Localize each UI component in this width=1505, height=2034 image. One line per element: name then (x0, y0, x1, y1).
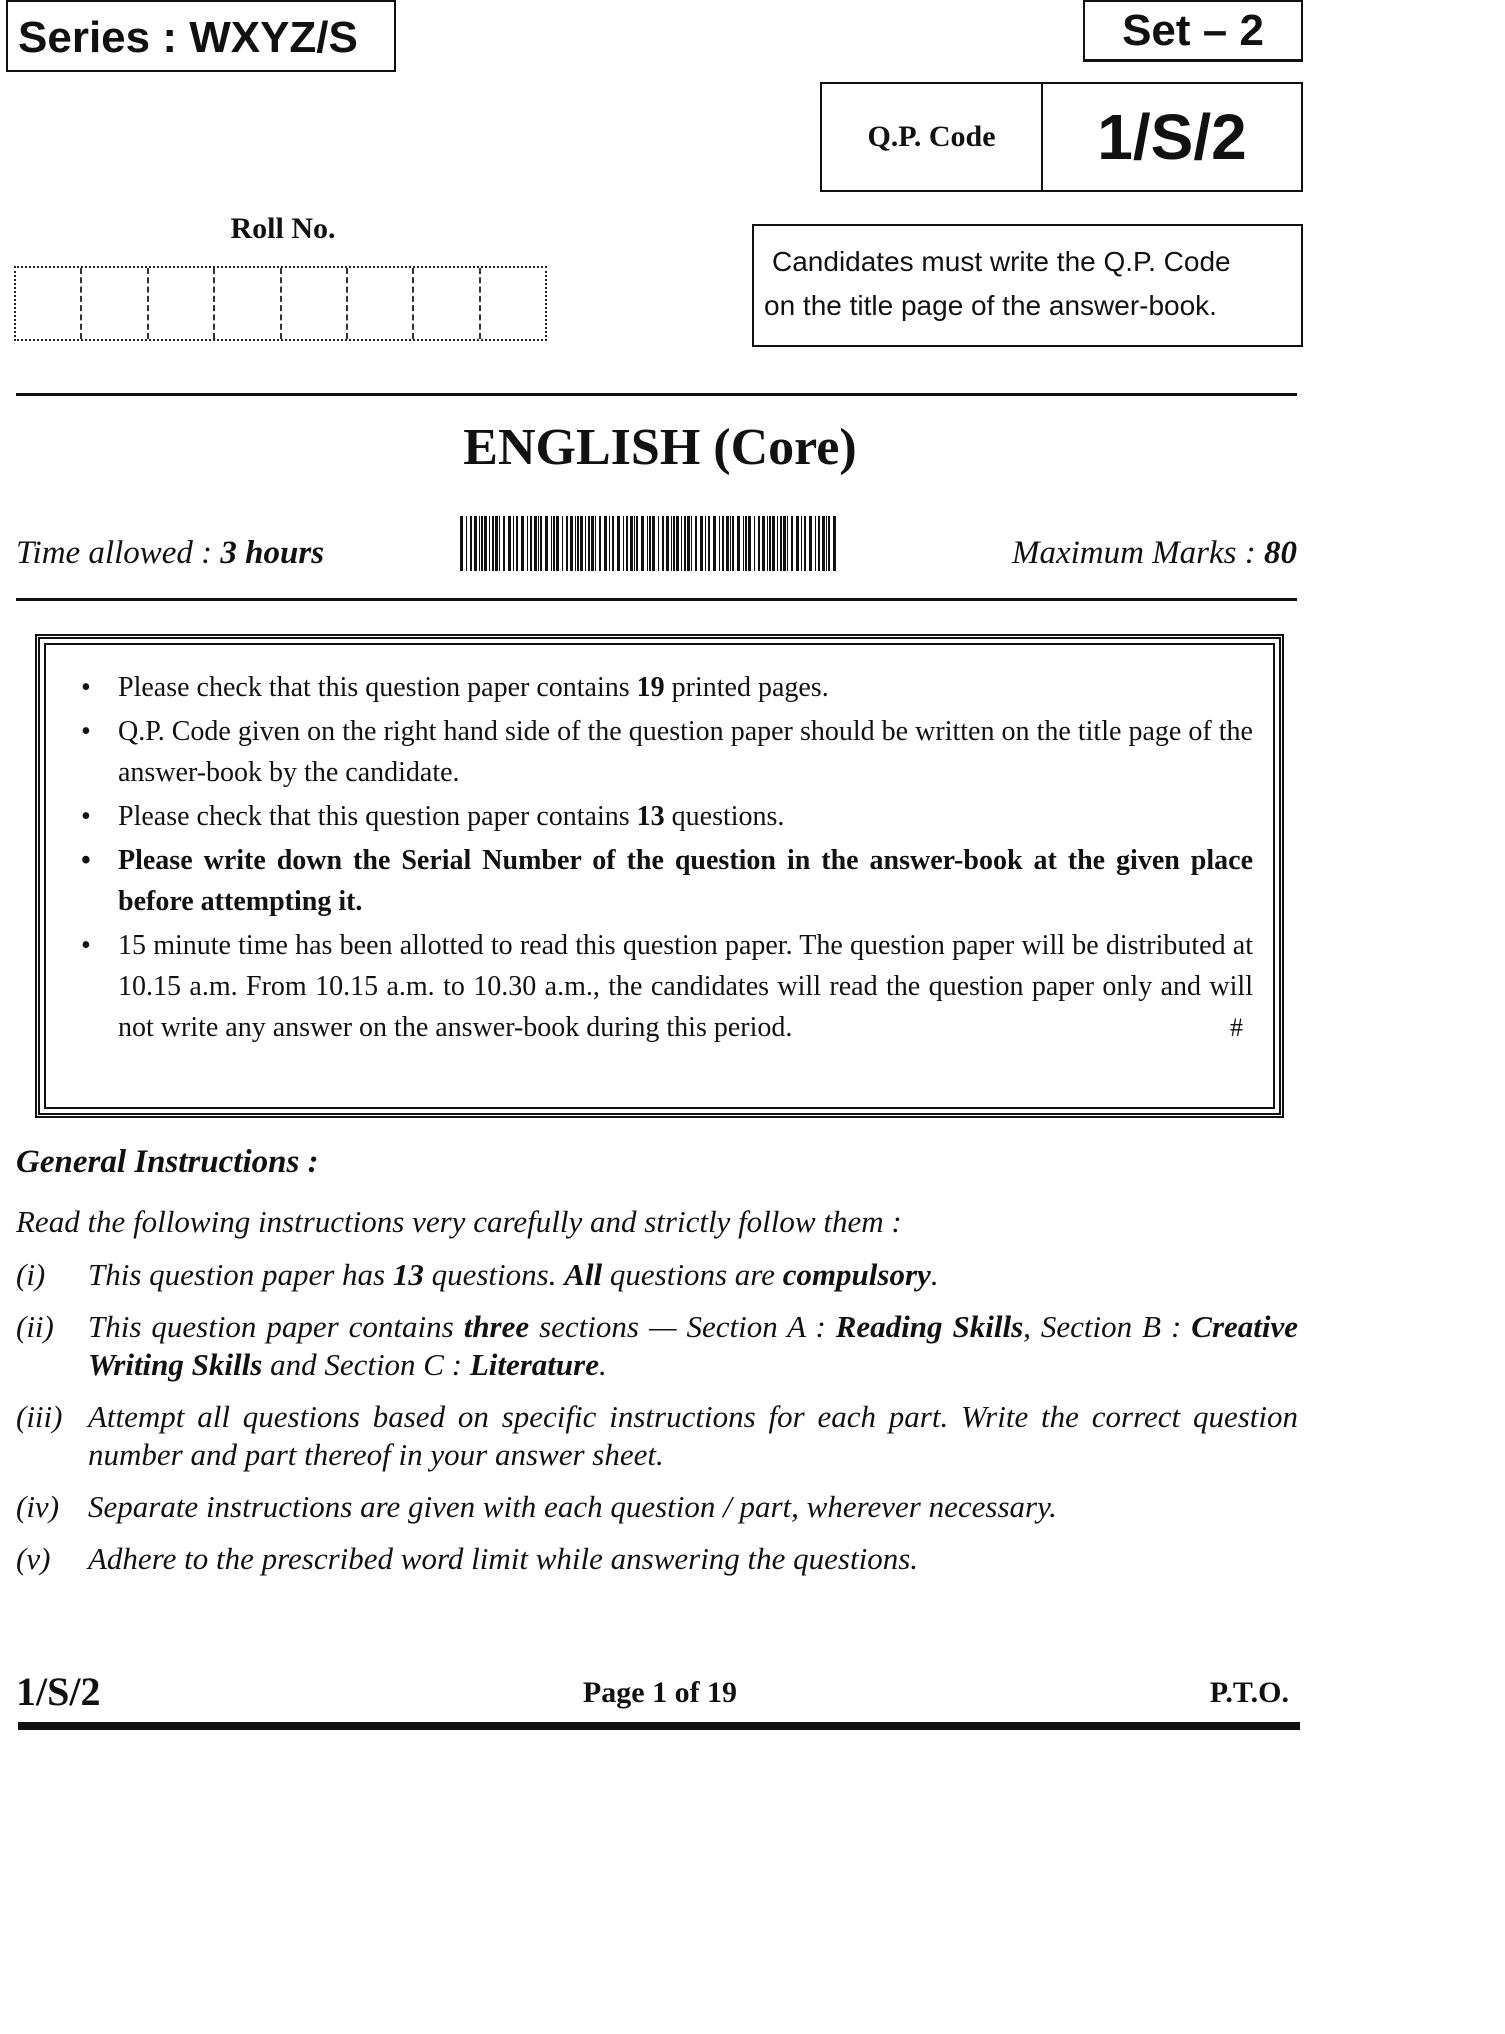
barcode-bar (684, 516, 686, 571)
barcode-bar (562, 516, 563, 571)
barcode-bar (762, 516, 765, 571)
candidates-note (752, 224, 1303, 347)
roll-digit-box (481, 268, 545, 339)
barcode-bar (617, 516, 620, 571)
barcode-bar (730, 516, 731, 571)
barcode-bar (818, 516, 820, 571)
barcode-bar (553, 516, 555, 571)
barcode-bar (630, 516, 633, 571)
footer-rule (18, 1722, 1300, 1730)
barcode-bar (695, 516, 697, 571)
divider-bottom (16, 598, 1297, 601)
barcode-bar (489, 516, 490, 571)
series-label: Series : WXYZ/S (6, 0, 396, 72)
barcode-bar (658, 516, 659, 571)
barcode-bar (484, 516, 487, 571)
barcode-bar (530, 516, 532, 571)
barcode-bar (647, 516, 648, 571)
barcode-bar (681, 516, 682, 571)
barcode-bar (479, 516, 480, 571)
barcode-bar (577, 516, 579, 571)
barcode-bar (791, 516, 793, 571)
barcode-bar (722, 516, 724, 571)
barcode-bar (495, 516, 498, 571)
barcode-bar (470, 516, 472, 571)
barcode-bar (585, 516, 586, 571)
barcode-bar (787, 516, 788, 571)
candidates-note-line2: on the title page of the answer-book. (764, 290, 1217, 321)
barcode-bar (538, 516, 539, 571)
roll-digit-box (282, 268, 348, 339)
barcode-bar (460, 516, 463, 571)
barcode-bar (705, 516, 706, 571)
barcode-bar (691, 516, 692, 571)
barcode-bar (623, 516, 624, 571)
subject-qualifier: (Core) (713, 419, 857, 476)
barcode-bar (666, 516, 669, 571)
barcode-bar (534, 516, 537, 571)
barcode-bar (570, 516, 573, 571)
barcode-bar (758, 516, 760, 571)
barcode-bar (769, 516, 771, 571)
barcode-bar (673, 516, 675, 571)
barcode-bar (609, 516, 610, 571)
time-label: Time allowed : (16, 535, 221, 571)
barcode-bar (833, 516, 836, 571)
time-value: 3 hours (220, 535, 325, 571)
barcode-bar (809, 516, 812, 571)
barcode-bar (580, 516, 583, 571)
general-instructions-title: General Instructions : (16, 1144, 319, 1180)
barcode-bar (575, 516, 576, 571)
page-number: Page 1 of 19 (582, 1676, 738, 1709)
instruction-item: • Please check that this question paper contains 13 questions. (46, 796, 1253, 837)
barcode-bar (595, 516, 596, 571)
roll-digit-box (149, 268, 215, 339)
barcode-bar (713, 516, 716, 571)
barcode-bar (503, 516, 505, 571)
general-instruction-item: (i) This question paper has 13 questions. All questions are compulsory. (16, 1257, 939, 1292)
barcode-bar (754, 516, 755, 571)
barcode-bar (626, 516, 628, 571)
general-instructions-intro: Read the following instructions very carefully and strictly follow them : (16, 1204, 902, 1239)
barcode-icon (460, 516, 838, 571)
barcode-bar (652, 516, 655, 571)
barcode-bar (828, 516, 830, 571)
candidates-note-line1: Candidates must write the Q.P. Code (772, 246, 1231, 277)
barcode-bar (719, 516, 720, 571)
barcode-bar (521, 516, 524, 571)
barcode-bar (804, 516, 806, 571)
barcode-bar (662, 516, 664, 571)
barcode-bar (492, 516, 494, 571)
footer-code: 1/S/2 (16, 1669, 101, 1714)
general-instruction-item: (v) Adhere to the prescribed word limit while answering the questions. (16, 1541, 919, 1576)
barcode-bar (649, 516, 651, 571)
barcode-bar (777, 516, 778, 571)
barcode-bar (732, 516, 734, 571)
barcode-bar (481, 516, 483, 571)
barcode-bar (588, 516, 590, 571)
qp-code-label: Q.P. Code (822, 84, 1043, 190)
barcode-bar (508, 516, 511, 571)
barcode-bar (545, 516, 548, 571)
barcode-bar (767, 516, 768, 571)
qp-code-box (820, 82, 1303, 192)
instruction-item: • 15 minute time has been allotted to read this question paper. The question paper will be distributed at 10.15 a.m. From 10.15 a.m. to 10.30 a.m., the candidates will read the question paper only and will not write any answer on the answer-book during this period. # (46, 925, 1253, 1048)
pto-label: P.T.O. (1209, 1676, 1289, 1709)
qp-code-value: 1/S/2 (1097, 101, 1247, 173)
barcode-bar (822, 516, 825, 571)
barcode-bar (599, 516, 601, 571)
barcode-bar (641, 516, 644, 571)
barcode-bar (566, 516, 568, 571)
barcode-bar (540, 516, 542, 571)
barcode-bar (801, 516, 802, 571)
general-instructions (16, 1140, 1298, 1578)
barcode-bar (551, 516, 552, 571)
barcode-bar (612, 516, 614, 571)
barcode-bar (466, 516, 467, 571)
roll-digit-box (82, 268, 148, 339)
general-instruction-item: (iv) Separate instructions are given with each question / part, wherever necessary. (16, 1489, 1057, 1524)
barcode-bar (796, 516, 799, 571)
barcode-bar (700, 516, 703, 571)
page-title (0, 418, 1320, 477)
barcode-bar (743, 516, 744, 571)
barcode-bar (826, 516, 827, 571)
barcode-bar (604, 516, 607, 571)
set-label: Set – 2 (1083, 0, 1303, 62)
roll-digit-box (16, 268, 82, 339)
barcode-bar (671, 516, 672, 571)
marks-label: Maximum Marks : (1011, 535, 1264, 571)
barcode-bar (815, 516, 816, 571)
roll-digit-box (215, 268, 281, 339)
barcode-bar (780, 516, 782, 571)
instructions-box (35, 634, 1284, 1118)
instruction-item: • Please check that this question paper contains 19 printed pages. (46, 667, 1253, 708)
barcode-bar (745, 516, 747, 571)
general-instruction-item: (ii) This question paper contains three sections — Section A : Reading Skills, Section B : Creative Writing Skills and Section C : Literature. (16, 1309, 1299, 1382)
barcode-bar (527, 516, 528, 571)
barcode-bar (556, 516, 559, 571)
roll-no-label: Roll No. (230, 212, 336, 245)
barcode-bar (772, 516, 775, 571)
time-allowed (16, 535, 324, 572)
divider-top (16, 393, 1297, 396)
barcode-bar (783, 516, 786, 571)
barcode-bar (708, 516, 710, 571)
roll-digit-box (414, 268, 480, 339)
barcode-bar (636, 516, 638, 571)
instruction-item: • Please write down the Serial Number of the question in the answer-book at the given place before attempting it. (46, 840, 1253, 922)
subject-name: ENGLISH (463, 419, 701, 476)
barcode-bar (687, 516, 690, 571)
barcode-bar (737, 516, 740, 571)
maximum-marks (1012, 535, 1297, 572)
barcode-bar (748, 516, 751, 571)
barcode-bar (676, 516, 679, 571)
hash-mark: # (1230, 1013, 1243, 1042)
marks-value: 80 (1264, 535, 1297, 571)
general-instruction-item: (iii) Attempt all questions based on specific instructions for each part. Write the correct question number and part thereof in your answer sheet. (16, 1399, 1298, 1472)
instruction-item: • Q.P. Code given on the right hand side of the question paper should be written on the title page of the answer-book by the candidate. (46, 711, 1253, 793)
barcode-bar (634, 516, 635, 571)
barcode-bar (513, 516, 514, 571)
roll-no-boxes (14, 266, 547, 341)
roll-digit-box (348, 268, 414, 339)
barcode-bar (591, 516, 594, 571)
barcode-bar (474, 516, 477, 571)
barcode-bar (516, 516, 518, 571)
barcode-bar (726, 516, 729, 571)
barcode-bar (499, 516, 500, 571)
